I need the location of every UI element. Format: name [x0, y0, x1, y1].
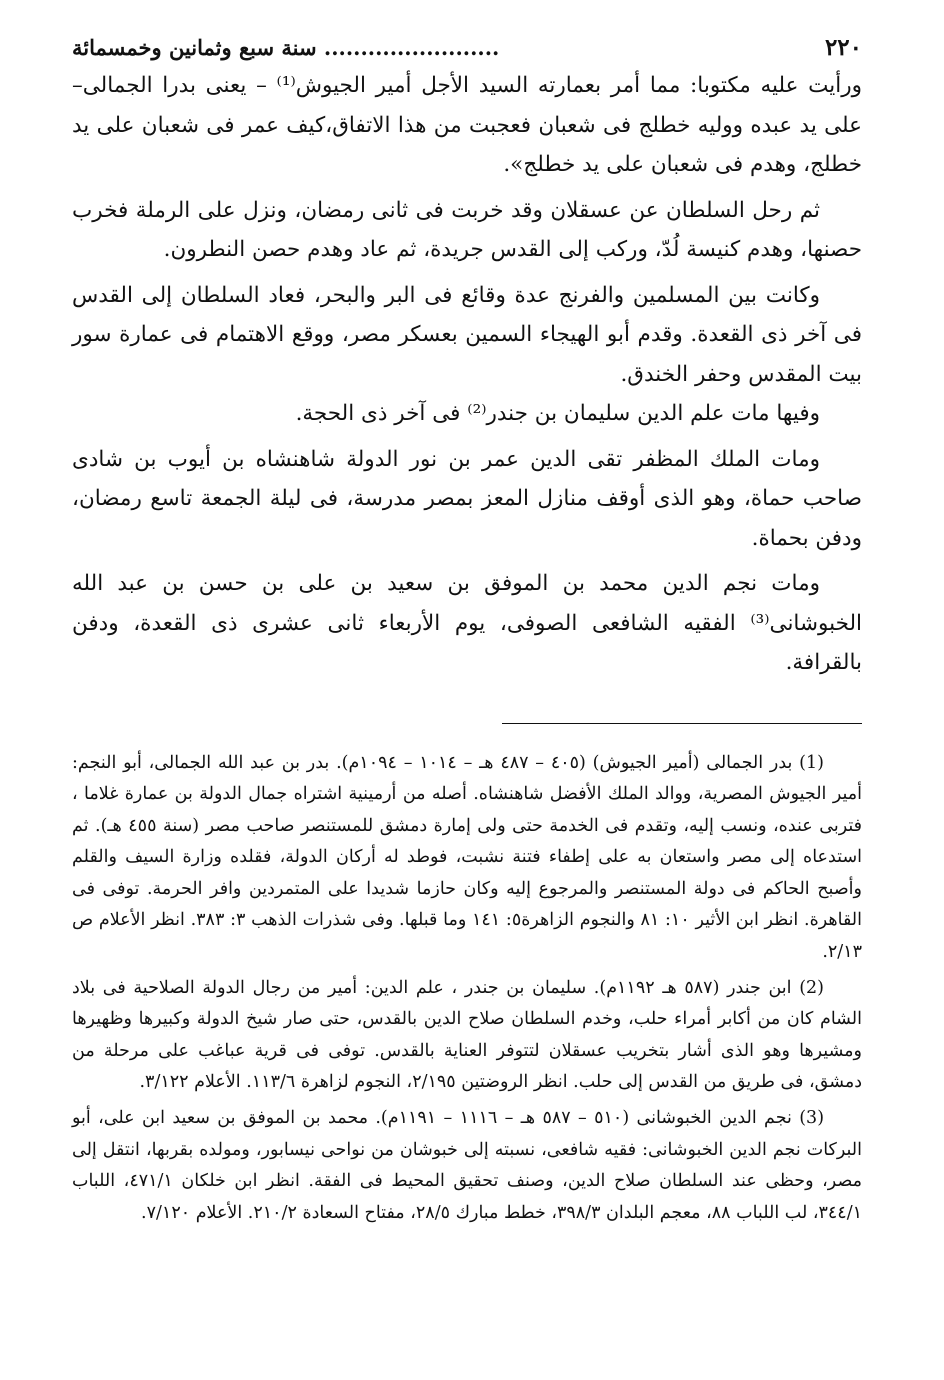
- page-number: ٢٢٠: [824, 34, 862, 61]
- running-title: [72, 30, 499, 66]
- running-header: [72, 30, 862, 66]
- header-dots: ........................: [323, 35, 500, 60]
- paragraph-3: وكانت بين المسلمين والفرنج عدة وقائع فى البر والبحر، فعاد السلطان إلى القدس فى آخر ذى القعدة. وقدم أبو الهيجاء السمين بعسكر مصر، ووقع الاهتمام فى عمارة سور بيت المقدس وحفر الخندق.: [72, 282, 862, 387]
- footnotes: [72, 748, 862, 1230]
- footnote-1: (1) بدر الجمالى (أمير الجيوش) (٤٠٥ – ٤٨٧ هـ – ١٠١٤ – ١٠٩٤م). بدر بن عبد الله الجمالى، أبو النجم: أمير الجيوش المصرية، ووالد الملك الأفضل شاهنشاه. أصله من أرمينية اشتراه جمال الدولة بن عمارة غلاما ، فتربى عنده، ونسب إليه، وتقدم فى الخدمة حتى ولى إمارة دمشق للمستنصر صاحب مصر (سنة ٤٥٥ هـ). ثم استدعاه إلى مصر واستعان به على إطفاء فتنة نشبت، فوطد له أركان الدولة، فقلده وزارة السيف والقلم وأصبح الحاكم فى دولة المستنصر والمرجوع إليه وكان حازما شديدا على المتمردين وافر الحرمة. توفى فى القاهرة. انظر ابن الأثير ١٠: ٨١ والنجوم الزاهرة٥: ١٤١ وما قبلها. وفى شذرات الذهب ٣: ٣٨٣. انظر الأعلام ص ٢/١٣.: [72, 752, 863, 963]
- footnote-separator: [502, 723, 862, 724]
- footnote-2: (2) ابن جندر (٥٨٧ هـ ١١٩٢م). سليمان بن جندر ، علم الدين: أمير من رجال الدولة الصلاحية فى بلاد الشام كان من أكابر أمراء حلب، وخدم السلطان صلاح الدين بالقدس، حتى صار شيخ الدولة وكبيرها وظهيرها ومشيرها وهو الذى أشار بتخريب عسقلان لتتوفر العناية بالقدس. توفى فى قرية عباغب على مرحلة من دمشق، فى طريق من القدس إلى حلب. انظر الروضتين ٢/١٩٥، النجوم لزاهرة ١١٣/٦. الأعلام ٣/١٢٢.: [72, 977, 862, 1093]
- paragraph-1: ورأيت عليه مكتوبا: مما أمر بعمارته السيد الأجل أمير الجيوش⁽¹⁾ – يعنى بدرا الجمالى– على يد عبده ووليه خطلج فى شعبان فعجبت من هذا الاتفاق،كيف عمر فى شعبان على يد خطلج، وهدم فى شعبان على يد خطلج».: [72, 73, 862, 177]
- paragraph-5: ومات الملك المظفر تقى الدين عمر بن نور الدولة شاهنشاه بن أيوب بن شادى صاحب حماة، وهو الذى أوقف منازل المعز بمصر مدرسة، فى ليلة الجمعة تاسع رمضان، ودفن بحماة.: [72, 446, 862, 551]
- footnote-3: (3) نجم الدين الخبوشانى (٥١٠ – ٥٨٧ هـ – ١١١٦ – ١١٩١م). محمد بن الموفق بن سعيد ابن على، أبو البركات نجم الدين الخبوشانى: فقيه شافعى، نسبته إلى خبوشان من نواحى نيسابور، ومولده بقربها، انتقل إلى مصر، وحظى عند السلطان صلاح الدين، وصنف تحقيق المحيط فى الفقة. انظر ابن خلكان ٤٧١/١، اللباب ٣٤٤/١، لب اللباب ٨٨، معجم البلدان ٣٩٨/٣، خطط مبارك ٢٨/٥، مفتاح السعادة ٢١٠/٢. الأعلام ٧/١٢٠.: [72, 1108, 862, 1223]
- paragraph-6: ومات نجم الدين محمد بن الموفق بن سعيد بن على بن حسن بن عبد الله الخبوشانى⁽³⁾ الفقيه الشافعى الصوفى، يوم الأربعاء ثانى عشرى ذى القعدة، ودفن بالقرافة.: [72, 571, 862, 675]
- paragraph-2: ثم رحل السلطان عن عسقلان وقد خربت فى ثانى رمضان، ونزل على الرملة فخرب حصنها، وهدم كنيسة لُدّ، وركب إلى القدس جريدة، ثم عاد وهدم حصن النطرون.: [72, 197, 862, 262]
- paragraph-4: وفيها مات علم الدين سليمان بن جندر⁽²⁾ فى آخر ذى الحجة.: [295, 401, 820, 426]
- main-text: [72, 66, 862, 683]
- running-title-text: سنة سبع وثمانين وخمسمائة: [72, 35, 317, 60]
